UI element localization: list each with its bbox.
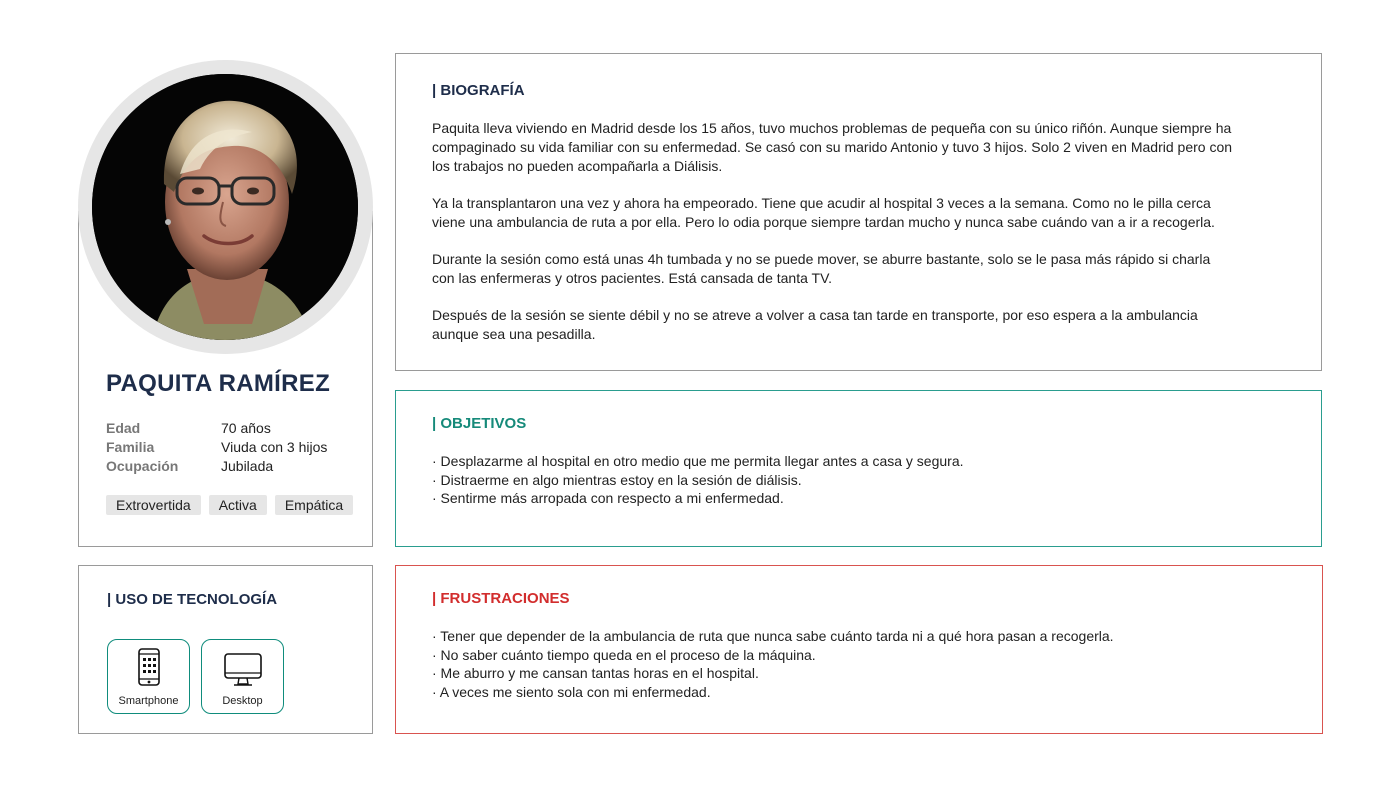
technology-card [78,565,373,734]
biography-paragraph: Paquita lleva viviendo en Madrid desde los 15 años, tuvo muchos problemas de pequeña con su único riñón. Aunque siempre ha compaginado su vida familiar con su enfermedad. Se casó con su marido Antonio y tuvo 3 hijos. Solo 2 viven en Madrid pero con los trabajos no pueden acompañarla a Diálisis. [432,120,1233,174]
avatar [92,74,358,340]
fact-row-age [106,419,356,438]
fact-value: 70 años [221,420,271,436]
biography-paragraph: Durante la sesión como está unas 4h tumbada y no se puede mover, se aburre bastante, solo se le pasa más rápido si charla con las enfermeras y otros pacientes. Está cansada de tanta TV. [432,251,1211,286]
fact-value: Viuda con 3 hijos [221,439,328,455]
tag: Empática [275,495,353,515]
fact-label: Familia [106,439,155,455]
smartphone-icon [138,648,160,686]
frustrations-title: | FRUSTRACIONES [432,590,570,607]
fact-label: Edad [106,420,141,436]
biography-title: | BIOGRAFÍA [432,82,525,99]
biography-text [432,119,1232,362]
fact-label: Ocupación [106,458,179,474]
tag: Extrovertida [106,495,201,515]
fact-row-family [106,438,356,457]
device-desktop [201,639,284,714]
fact-value: Jubilada [221,458,274,474]
objectives-title: | OBJETIVOS [432,415,527,432]
biography-paragraph: Ya la transplantaron una vez y ahora ha empeorado. Tiene que acudir al hospital 3 veces a la semana. Como no le pilla cerca viene una ambulancia de ruta a por ella. Pero lo odia porque siempre tardan mucho y nunca sabe cuándo van a ir a recogerla. [432,195,1215,230]
portrait-image [92,74,358,340]
biography-card [395,53,1322,371]
persona-facts [106,419,356,476]
technology-title: | USO DE TECNOLOGÍA [107,591,278,608]
personality-tags [106,495,353,515]
device-label: Smartphone [118,695,179,707]
tag: Activa [209,495,267,515]
list-item: · Distraerme en algo mientras estoy en la sesión de diálisis. [432,471,802,488]
frustrations-list [432,627,1292,701]
list-item: · Tener que depender de la ambulancia de ruta que nunca sabe cuánto tarda ni a qué hora pasan a recogerla. [432,628,1114,644]
list-item: · A veces me siento sola con mi enfermedad. [432,683,711,700]
frustrations-card [395,565,1323,734]
desktop-icon [224,653,262,687]
list-item: · Me aburro y me cansan tantas horas en el hospital. [432,665,759,681]
list-item: · Sentirme más arropada con respecto a mi enfermedad. [432,490,784,506]
list-item: · No saber cuánto tiempo queda en el proceso de la máquina. [432,646,816,663]
list-item: · Desplazarme al hospital en otro medio que me permita llegar antes a casa y segura. [432,453,964,469]
objectives-card [395,390,1322,547]
biography-paragraph: Después de la sesión se siente débil y no se atreve a volver a casa tan tarde en transporte, por eso espera a la ambulancia aunque sea una pesadilla. [432,307,1198,342]
persona-name: PAQUITA RAMÍREZ [106,370,331,397]
fact-row-occupation [106,457,356,476]
device-smartphone [107,639,190,714]
objectives-list [432,452,1292,508]
device-label: Desktop [222,695,263,707]
